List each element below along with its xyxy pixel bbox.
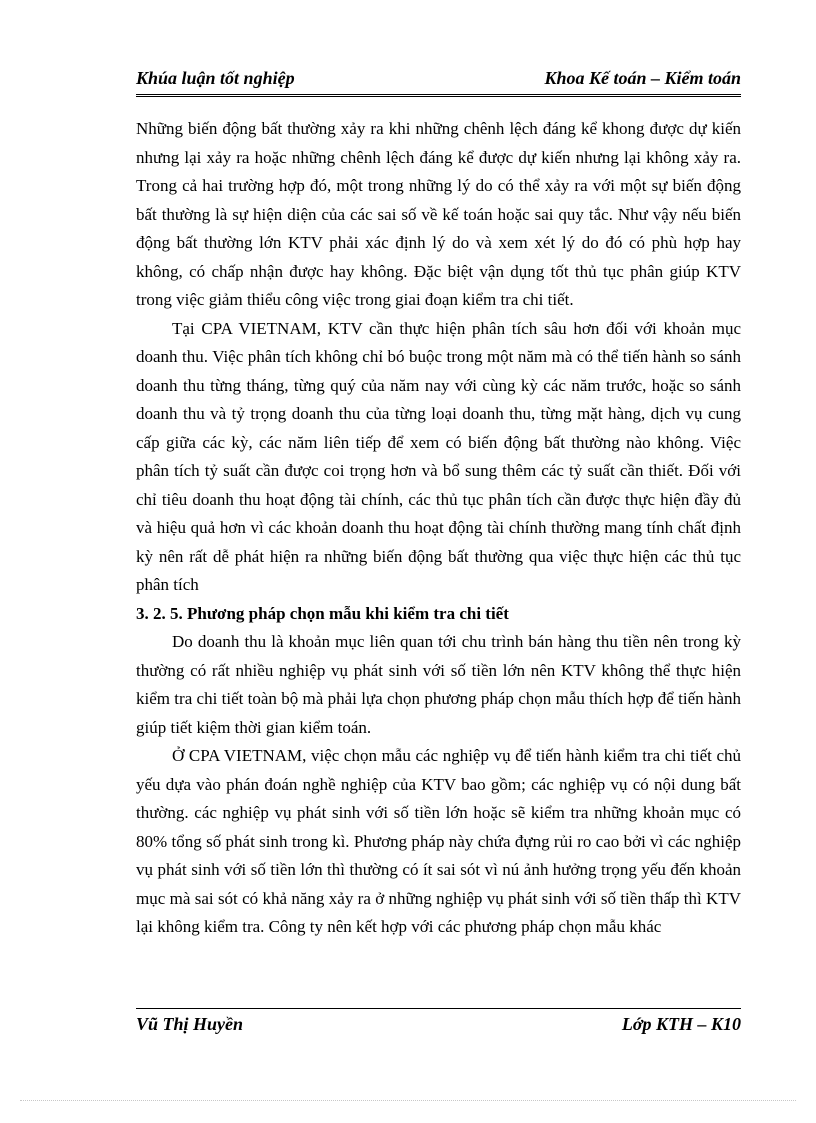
footer-author: Vũ Thị Huyền xyxy=(136,1014,244,1034)
footer-class: Lớp KTH – K10 xyxy=(621,1014,741,1034)
section-heading: 3. 2. 5. Phương pháp chọn mẫu khi kiểm tra chi tiết xyxy=(136,603,509,623)
page-body xyxy=(136,115,741,942)
page-header xyxy=(136,68,741,97)
paragraph-sampling-reason: Do doanh thu là khoản mục liên quan tới chu trình bán hàng thu tiền nên trong kỳ thường có rất nhiều nghiệp vụ phát sinh với số tiền lớn nên KTV không thể thực hiện kiểm tra chi tiết toàn bộ mà phải lựa chọn phương pháp chọn mẫu thích hợp để tiến hành giúp tiết kiệm thời gian kiểm toán. xyxy=(136,632,741,737)
paragraph-unusual-fluctuations: Những biến động bất thường xảy ra khi những chênh lệch đáng kể khong được dự kiến nhưng lại xảy ra hoặc những chênh lệch đáng kể được dự kiến nhưng lại không xảy ra. Trong cả hai trường hợp đó, một trong những lý do có thể xảy ra với một sự biến động bất thường là sự hiện diện của các sai số về kế toán hoặc sai quy tắc. Như vậy nếu biến động bất thường lớn KTV phải xác định lý do và xem xét lý do đó có phù hợp hay không, có chấp nhận được hay không. Đặc biệt vận dụng tốt thủ tục phân giúp KTV trong việc giảm thiểu công việc trong giai đoạn kiểm tra chi tiết. xyxy=(136,119,741,309)
page-footer xyxy=(136,1008,741,1039)
paragraph-cpa-analysis: Tại CPA VIETNAM, KTV cần thực hiện phân tích sâu hơn đối với khoản mục doanh thu. Việc phân tích không chỉ bó buộc trong một năm mà có thể tiến hành so sánh doanh thu từng tháng, từng quý của năm nay với cùng kỳ các năm trước, hoặc so sánh doanh thu và tỷ trọng doanh thu của từng loại doanh thu, từng mặt hàng, dịch vụ cung cấp giữa các kỳ, các năm liên tiếp để xem có biến động bất thường nào không. Việc phân tích tỷ suất cần được coi trọng hơn và bổ sung thêm các tỷ suất cần thiết. Đối với chỉ tiêu doanh thu hoạt động tài chính, các thủ tục phân tích cần được thực hiện đầy đủ và hiệu quả hơn vì các khoản doanh thu hoạt động tài chính thường mang tính chất định kỳ nên rất dễ phát hiện ra những biến động bất thường qua việc thực hiện các thủ tục phân tích xyxy=(136,318,741,594)
page-break-line xyxy=(20,1100,796,1101)
paragraph-cpa-sampling: Ở CPA VIETNAM, việc chọn mẫu các nghiệp vụ để tiến hành kiểm tra chi tiết chủ yếu dựa vào phán đoán nghề nghiệp của KTV bao gồm; các nghiệp vụ có nội dung bất thường. các nghiệp vụ phát sinh với số tiền lớn hoặc sẽ kiểm tra những khoản mục có 80% tổng số phát sinh trong kì. Phương pháp này chứa đựng rủi ro cao bởi vì các nghiệp vụ phát sinh với số tiền lớn thì thường có ít sai sót vì nú ảnh hưởng trọng yếu đến khoản mục mà sai sót có khả năng xảy ra ở những nghiệp vụ phát sinh với số tiền thấp thì KTV lại không kiểm tra. Công ty nên kết hợp với các phương pháp chọn mẫu khác xyxy=(136,746,741,936)
header-thesis-title: Khúa luận tốt nghiệp xyxy=(136,68,295,88)
header-faculty: Khoa Kế toán – Kiểm toán xyxy=(544,68,741,88)
document-page xyxy=(136,60,741,1070)
